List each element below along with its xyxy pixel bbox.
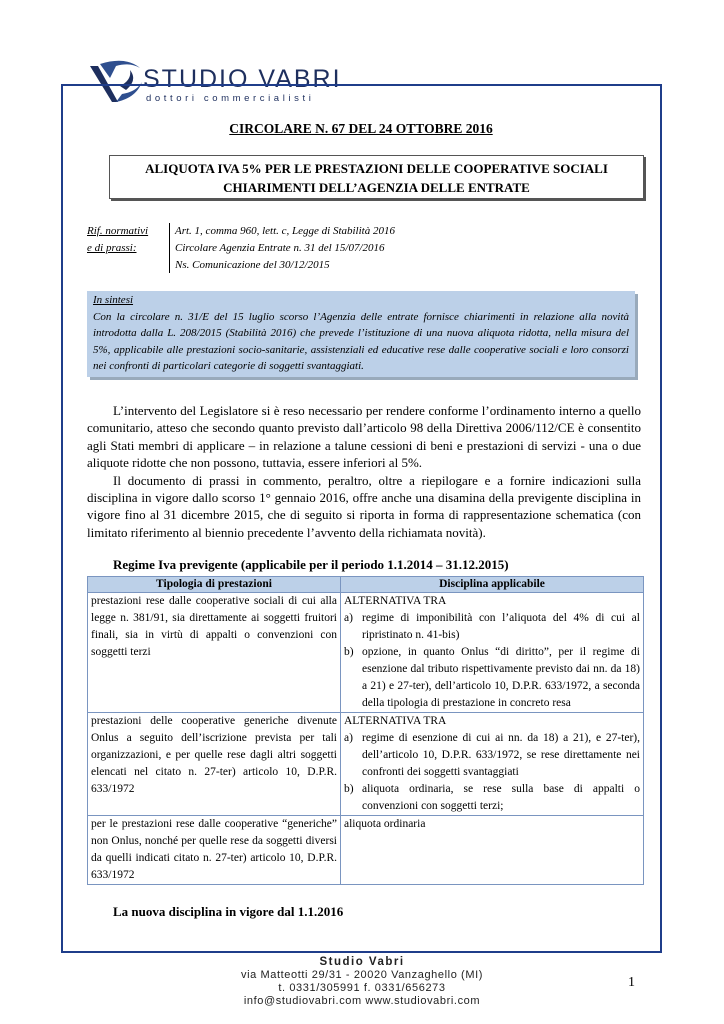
cell-disciplina — [341, 816, 644, 885]
disciplina-head: ALTERNATIVA TRA — [344, 715, 447, 727]
references-label-line2: e di prassi: — [87, 242, 137, 254]
circolare-title: CIRCOLARE N. 67 DEL 24 OTTOBRE 2016 — [229, 121, 493, 136]
list-item-text: regime di esenzione di cui ai nn. da 18) a 21), e 27-ter), dell’articolo 10, D.P.R. 633/1972, se rese direttamente nei confronti dei soggetti svantaggiati — [362, 732, 640, 778]
references-separator — [169, 223, 170, 273]
body-paragraph-1: L’intervento del Legislatore si è reso necessario per rendere conforme l’ordinamento interno a quello comunitario, atteso che secondo quanto previsto dall’articolo 98 della Direttiva 2006/112/CE è consentito agli Stati membri di applicare – in relazione a talune cessioni di beni e prestazioni di servizi - una o due aliquote ridotte che non possono, tuttavia, essere inferiori al 5%. — [87, 403, 641, 471]
cell-tipologia: prestazioni rese dalle cooperative sociali di cui alla legge n. 381/91, sia direttamente ai soggetti fruitori finali, sia in virtù di appalti o convenzioni con soggetti terzi — [88, 593, 341, 713]
disciplina-head: aliquota ordinaria — [344, 818, 426, 830]
list-item — [344, 781, 640, 815]
new-section-title: La nuova disciplina in vigore dal 1.1.2016 — [113, 904, 344, 919]
main-title-line1: ALIQUOTA IVA 5% PER LE PRESTAZIONI DELLE COOPERATIVE SOCIALI — [145, 161, 608, 176]
main-title-box — [109, 155, 644, 199]
table-row — [88, 816, 644, 885]
regime-table — [87, 576, 644, 885]
list-item — [344, 644, 640, 712]
logo-name: STUDIO VABRI — [143, 65, 342, 93]
list-marker: a) — [344, 612, 353, 624]
reference-item: Ns. Comunicazione del 30/12/2015 — [175, 259, 330, 271]
studio-vabri-logo — [86, 58, 346, 108]
cell-disciplina — [341, 593, 644, 713]
reference-item: Circolare Agenzia Entrate n. 31 del 15/07/2016 — [175, 242, 385, 254]
frame-border-top — [61, 84, 661, 86]
disciplina-head: ALTERNATIVA TRA — [344, 595, 447, 607]
footer-phones: t. 0331/305991 f. 0331/656273 — [278, 982, 446, 994]
cell-tipologia: per le prestazioni rese dalle cooperative “generiche” non Onlus, nonché per quelle rese da soggetti diversi da quelli indicati citato n. 27-ter) articolo 10, D.P.R. 633/1972 — [88, 816, 341, 885]
logo-tagline: dottori commercialisti — [146, 93, 315, 104]
list-marker: a) — [344, 732, 353, 744]
footer-address: via Matteotti 29/31 - 20020 Vanzaghello (MI) — [240, 969, 484, 981]
list-item — [344, 730, 640, 781]
cell-tipologia: prestazioni delle cooperative generiche divenute Onlus a seguito dell’iscrizione prevista per tali organizzazioni, e per quelle rese dagli altri soggetti elencati nel citato n. 27-ter) articolo 10, D.P.R. 633/1972 — [88, 713, 341, 816]
summary-heading: In sintesi — [93, 294, 134, 306]
main-title-line2: CHIARIMENTI DELL’AGENZIA DELLE ENTRATE — [223, 180, 530, 195]
list-item-text: opzione, in quanto Onlus “di diritto”, per il regime di esenzione dal tributo rispettivamente previsto dai nn. da 18) a 21) e 27-ter), dell’articolo 10, D.P.R. 633/1972, a seconda della tipologia di prestazione in concreto resa — [362, 646, 640, 709]
references-label — [87, 223, 167, 257]
table-header-tipologia: Tipologia di prestazioni — [88, 577, 341, 593]
body-paragraph-2: Il documento di prassi in commento, peraltro, oltre a riepilogare e a fornire indicazioni sulla disciplina in vigore dallo scorso 1° gennaio 2016, offre anche una disamina della previgente disciplina in vigore fino al 31 dicembre 2015, che di seguito si riporta in forma di rappresentazione schematica (con limitato riferimento al biennio precedente l’avvento della richiamata novità). — [87, 472, 641, 540]
logo-mark-icon — [86, 58, 144, 108]
frame-border-bottom — [61, 951, 662, 953]
list-item — [344, 610, 640, 644]
table-header-row — [88, 577, 644, 593]
cell-disciplina — [341, 713, 644, 816]
list-marker: b) — [344, 646, 354, 658]
page-number: 1 — [628, 975, 635, 990]
references-label-line1: Rif. normativi — [87, 225, 149, 237]
list-item-text: regime di imponibilità con l’aliquota del 4% di cui al ripristinato n. 41-bis) — [362, 612, 640, 641]
table-row — [88, 713, 644, 816]
footer-web: info@studiovabri.com www.studiovabri.com — [243, 995, 481, 1007]
reference-item: Art. 1, comma 960, lett. c, Legge di Stabilità 2016 — [175, 225, 395, 237]
list-item-text: aliquota ordinaria, se rese sulla base di appalti o convenzioni con soggetti terzi; — [362, 783, 640, 812]
list-marker: b) — [344, 783, 354, 795]
frame-border-right — [660, 84, 662, 951]
frame-border-left — [61, 84, 63, 951]
summary-text: Con la circolare n. 31/E del 15 luglio scorso l’Agenzia delle entrate fornisce chiarimenti in relazione alla novità introdotta dalla L. 208/2015 (Stabilità 2016) che prevede l’istituzione di una nuova aliquota ridotta, nella misura del 5%, applicabile alle prestazioni socio-sanitarie, assistenziali ed educative rese dalle cooperative sociali e loro consorzi nei confronti di particolari categorie di soggetti svantaggiati. — [93, 310, 629, 372]
footer — [0, 956, 724, 1008]
body-text — [87, 402, 641, 541]
table-title: Regime Iva previgente (applicabile per il periodo 1.1.2014 – 31.12.2015) — [113, 557, 509, 572]
references-list — [175, 223, 395, 274]
table-header-disciplina: Disciplina applicabile — [341, 577, 644, 593]
table-row — [88, 593, 644, 713]
footer-name: Studio Vabri — [319, 956, 405, 968]
summary-box — [87, 291, 635, 377]
